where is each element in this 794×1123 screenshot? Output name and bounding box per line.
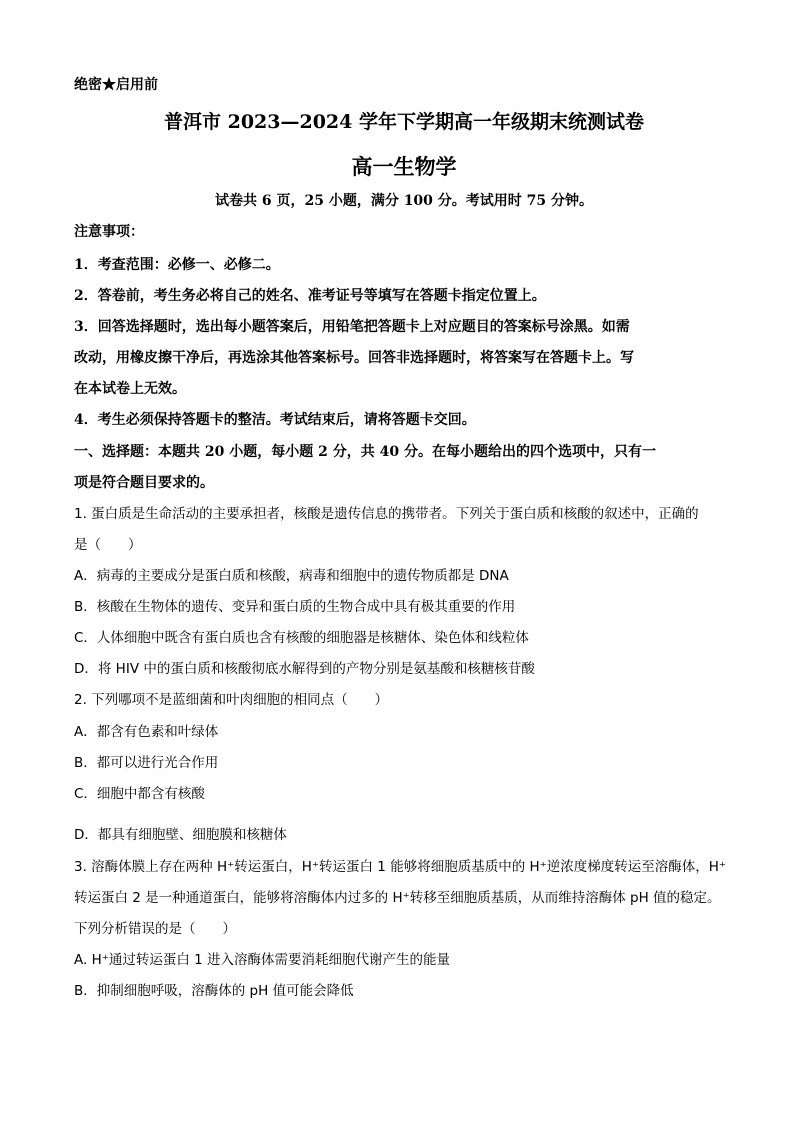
notice-item: 改动，用橡皮擦干净后，再选涂其他答案标号。回答非选择题时，将答案写在答题卡上。写 [74, 350, 634, 366]
section-heading: 一、选择题：本题共 20 小题，每小题 2 分，共 40 分。在每小题给出的四个选项中，只有一 [74, 444, 656, 460]
notice-item: 4．考生必须保持答题卡的整洁。考试结束后，请将答题卡交回。 [74, 412, 476, 428]
answer-option: C．细胞中都含有核酸 [74, 786, 205, 802]
question-stem: 1. 蛋白质是生命活动的主要承担者，核酸是遗传信息的携带者。下列关于蛋白质和核酸的叙述中，正确的 [74, 506, 699, 522]
secret-mark: 绝密★启用前 [74, 77, 158, 93]
question-stem: 3. 溶酶体膜上存在两种 H⁺转运蛋白，H⁺转运蛋白 1 能够将细胞质基质中的 H⁺逆浓度梯度转运至溶酶体，H⁺ [74, 859, 727, 875]
question-stem: 下列分析错误的是（ ） [74, 921, 236, 937]
notice-item: 3．回答选择题时，选出每小题答案后，用铅笔把答题卡上对应题目的答案标号涂黑。如需 [74, 319, 630, 335]
answer-option: D．都具有细胞壁、细胞膜和核糖体 [74, 827, 287, 843]
answer-option: D．将 HIV 中的蛋白质和核酸彻底水解得到的产物分别是氨基酸和核糖核苷酸 [74, 661, 535, 677]
question-stem: 2. 下列哪项不是蓝细菌和叶肉细胞的相同点（ ） [74, 692, 389, 708]
notice-item: 在本试卷上无效。 [74, 381, 186, 397]
question-stem: 转运蛋白 2 是一种通道蛋白，能够将溶酶体内过多的 H⁺转移至细胞质基质，从而维持溶酶体 pH 值的稳定。 [74, 890, 721, 906]
exam-subtitle: 高一生物学 [351, 154, 457, 179]
answer-option: A．病毒的主要成分是蛋白质和核酸，病毒和细胞中的遗传物质都是 DNA [74, 568, 509, 584]
answer-option: C．人体细胞中既含有蛋白质也含有核酸的细胞器是核糖体、染色体和线粒体 [74, 630, 529, 646]
section-heading: 项是符合题目要求的。 [74, 475, 214, 491]
answer-option: B．抑制细胞呼吸，溶酶体的 pH 值可能会降低 [74, 983, 354, 999]
answer-option: B．核酸在生物体的遗传、变异和蛋白质的生物合成中具有极其重要的作用 [74, 599, 516, 615]
answer-option: B．都可以进行光合作用 [74, 755, 219, 771]
notice-item: 1．考查范围：必修一、必修二。 [74, 257, 280, 273]
question-stem: 是（ ） [74, 537, 142, 553]
notice-item: 2．答卷前，考生务必将自己的姓名、准考证号等填写在答题卡指定位置上。 [74, 288, 546, 304]
notice-heading: 注意事项： [74, 224, 144, 240]
answer-option: A．都含有色素和叶绿体 [74, 724, 219, 740]
exam-title: 普洱市 2023—2024 学年下学期高一年级期末统测试卷 [164, 111, 644, 133]
exam-info: 试卷共 6 页，25 小题，满分 100 分。考试用时 75 分钟。 [214, 193, 594, 209]
answer-option: A. H⁺通过转运蛋白 1 进入溶酶体需要消耗细胞代谢产生的能量 [74, 952, 451, 968]
